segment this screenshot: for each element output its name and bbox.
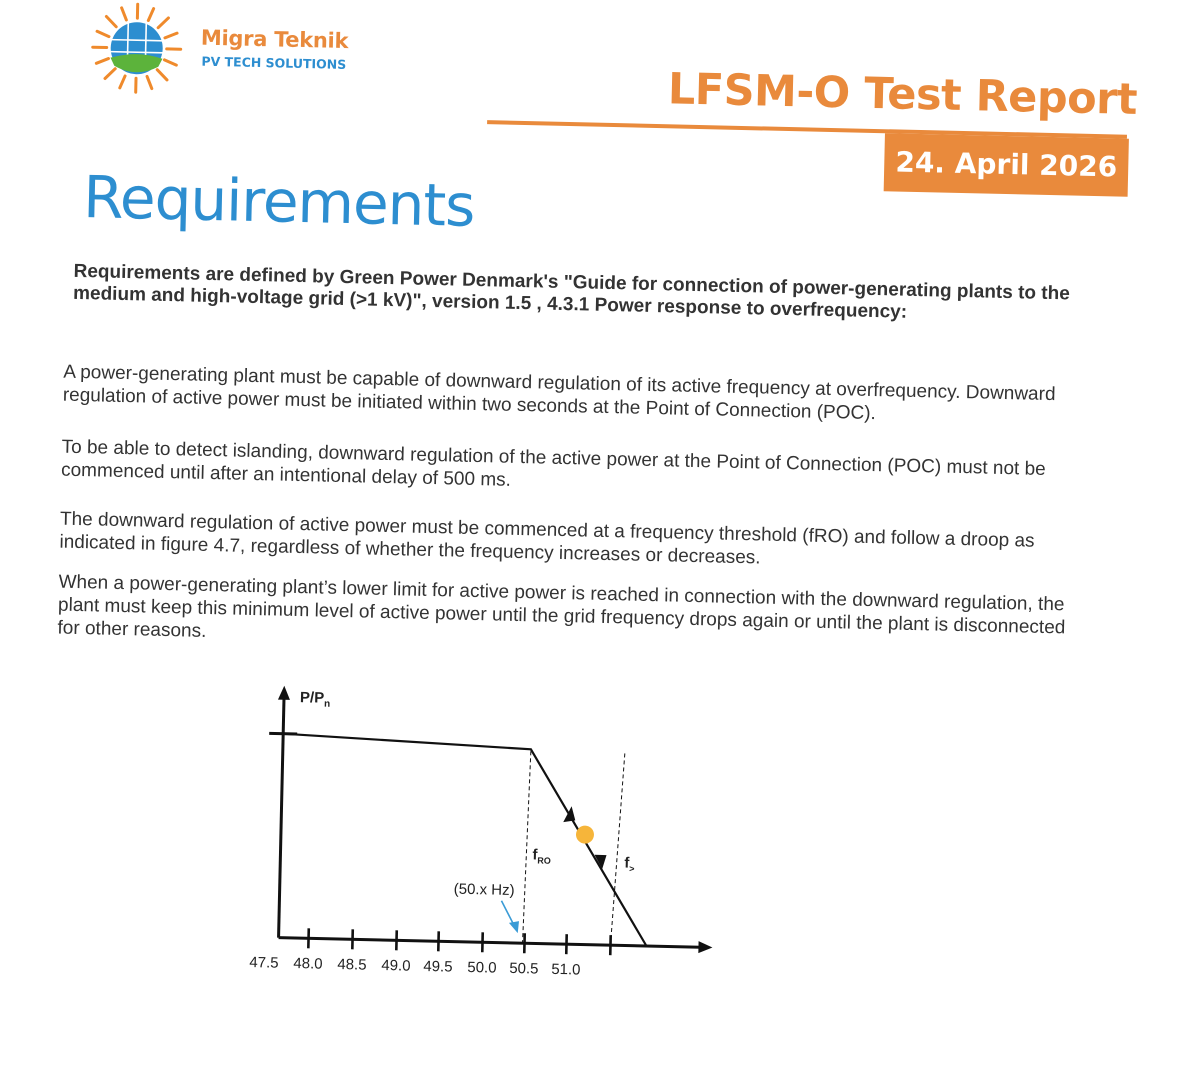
report-date-badge: 24. April 2026 bbox=[884, 133, 1129, 197]
brand-tagline: PV TECH SOLUTIONS bbox=[201, 54, 346, 72]
x-tick-label: 49.0 bbox=[381, 957, 411, 975]
y-axis-label-sub: n bbox=[324, 699, 330, 710]
f-ro-guide bbox=[522, 751, 530, 943]
x-tick-label: 48.0 bbox=[293, 955, 323, 973]
section-heading: Requirements bbox=[83, 163, 476, 240]
x-tick-label: 51.0 bbox=[551, 961, 581, 979]
x-tick-label: 50.5 bbox=[509, 960, 539, 978]
requirements-lead: Requirements are defined by Green Power Denmark's "Guide for connection of power-generating plants to the medium and high-voltage grid (>1 kV)", version 1.5 , 4.3.1 Power response to overfrequency: bbox=[73, 261, 1074, 328]
x-axis-line bbox=[279, 938, 701, 948]
f-gt-label-sub: > bbox=[629, 864, 634, 874]
threshold-note: (50.x Hz) bbox=[454, 881, 515, 899]
x-tick-label: 50.0 bbox=[467, 959, 497, 977]
report-title: LFSM-O Test Report bbox=[667, 64, 1137, 125]
y-axis-arrowhead bbox=[278, 686, 290, 700]
svg-text:P/Pn bbox=[300, 689, 331, 710]
y-axis-label: P/P bbox=[300, 689, 325, 707]
requirement-paragraph: A power-generating plant must be capable of downward regulation of its active frequency at overfrequency. Downward regulation of active power must be initiated within two seconds at the Point of Connection (POC). bbox=[63, 361, 1094, 430]
brand-name: Migra Teknik bbox=[201, 26, 349, 53]
f-gt-label: f bbox=[624, 854, 630, 871]
x-tick-label: 47.5 bbox=[249, 954, 279, 972]
f-gt-guide bbox=[610, 753, 624, 945]
operating-point-marker bbox=[576, 825, 594, 843]
x-tick-label: 48.5 bbox=[337, 956, 367, 974]
f-ro-label: f bbox=[532, 846, 538, 863]
x-axis-arrowhead bbox=[698, 941, 712, 953]
power-curve bbox=[279, 734, 652, 946]
f-ro-label-sub: RO bbox=[537, 856, 551, 866]
svg-text:fRO bbox=[532, 846, 551, 865]
requirement-paragraph: When a power-generating plant’s lower limit for active power is reached in connection with the downward regulation, the plant must keep this minimum level of active power until the grid frequency drops again or until the plant is disconnected for other reasons. bbox=[57, 571, 1088, 663]
threshold-pointer-head bbox=[509, 921, 519, 933]
frequency-droop-figure bbox=[237, 675, 724, 1016]
x-tick-label: 49.5 bbox=[423, 958, 453, 976]
requirement-paragraph: The downward regulation of active power must be commenced at a frequency threshold (fRO) and follow a droop as indicated in figure 4.7, regardless of whether the frequency increases or decreases. bbox=[59, 508, 1090, 577]
report-page bbox=[16, 0, 1170, 1075]
sun-globe-logo-icon bbox=[88, 0, 200, 102]
svg-text:f> bbox=[624, 854, 635, 873]
requirement-paragraph: To be able to detect islanding, downward regulation of the active power at the Point of Connection (POC) must not be commenced until after an intentional delay of 500 ms. bbox=[61, 436, 1092, 505]
